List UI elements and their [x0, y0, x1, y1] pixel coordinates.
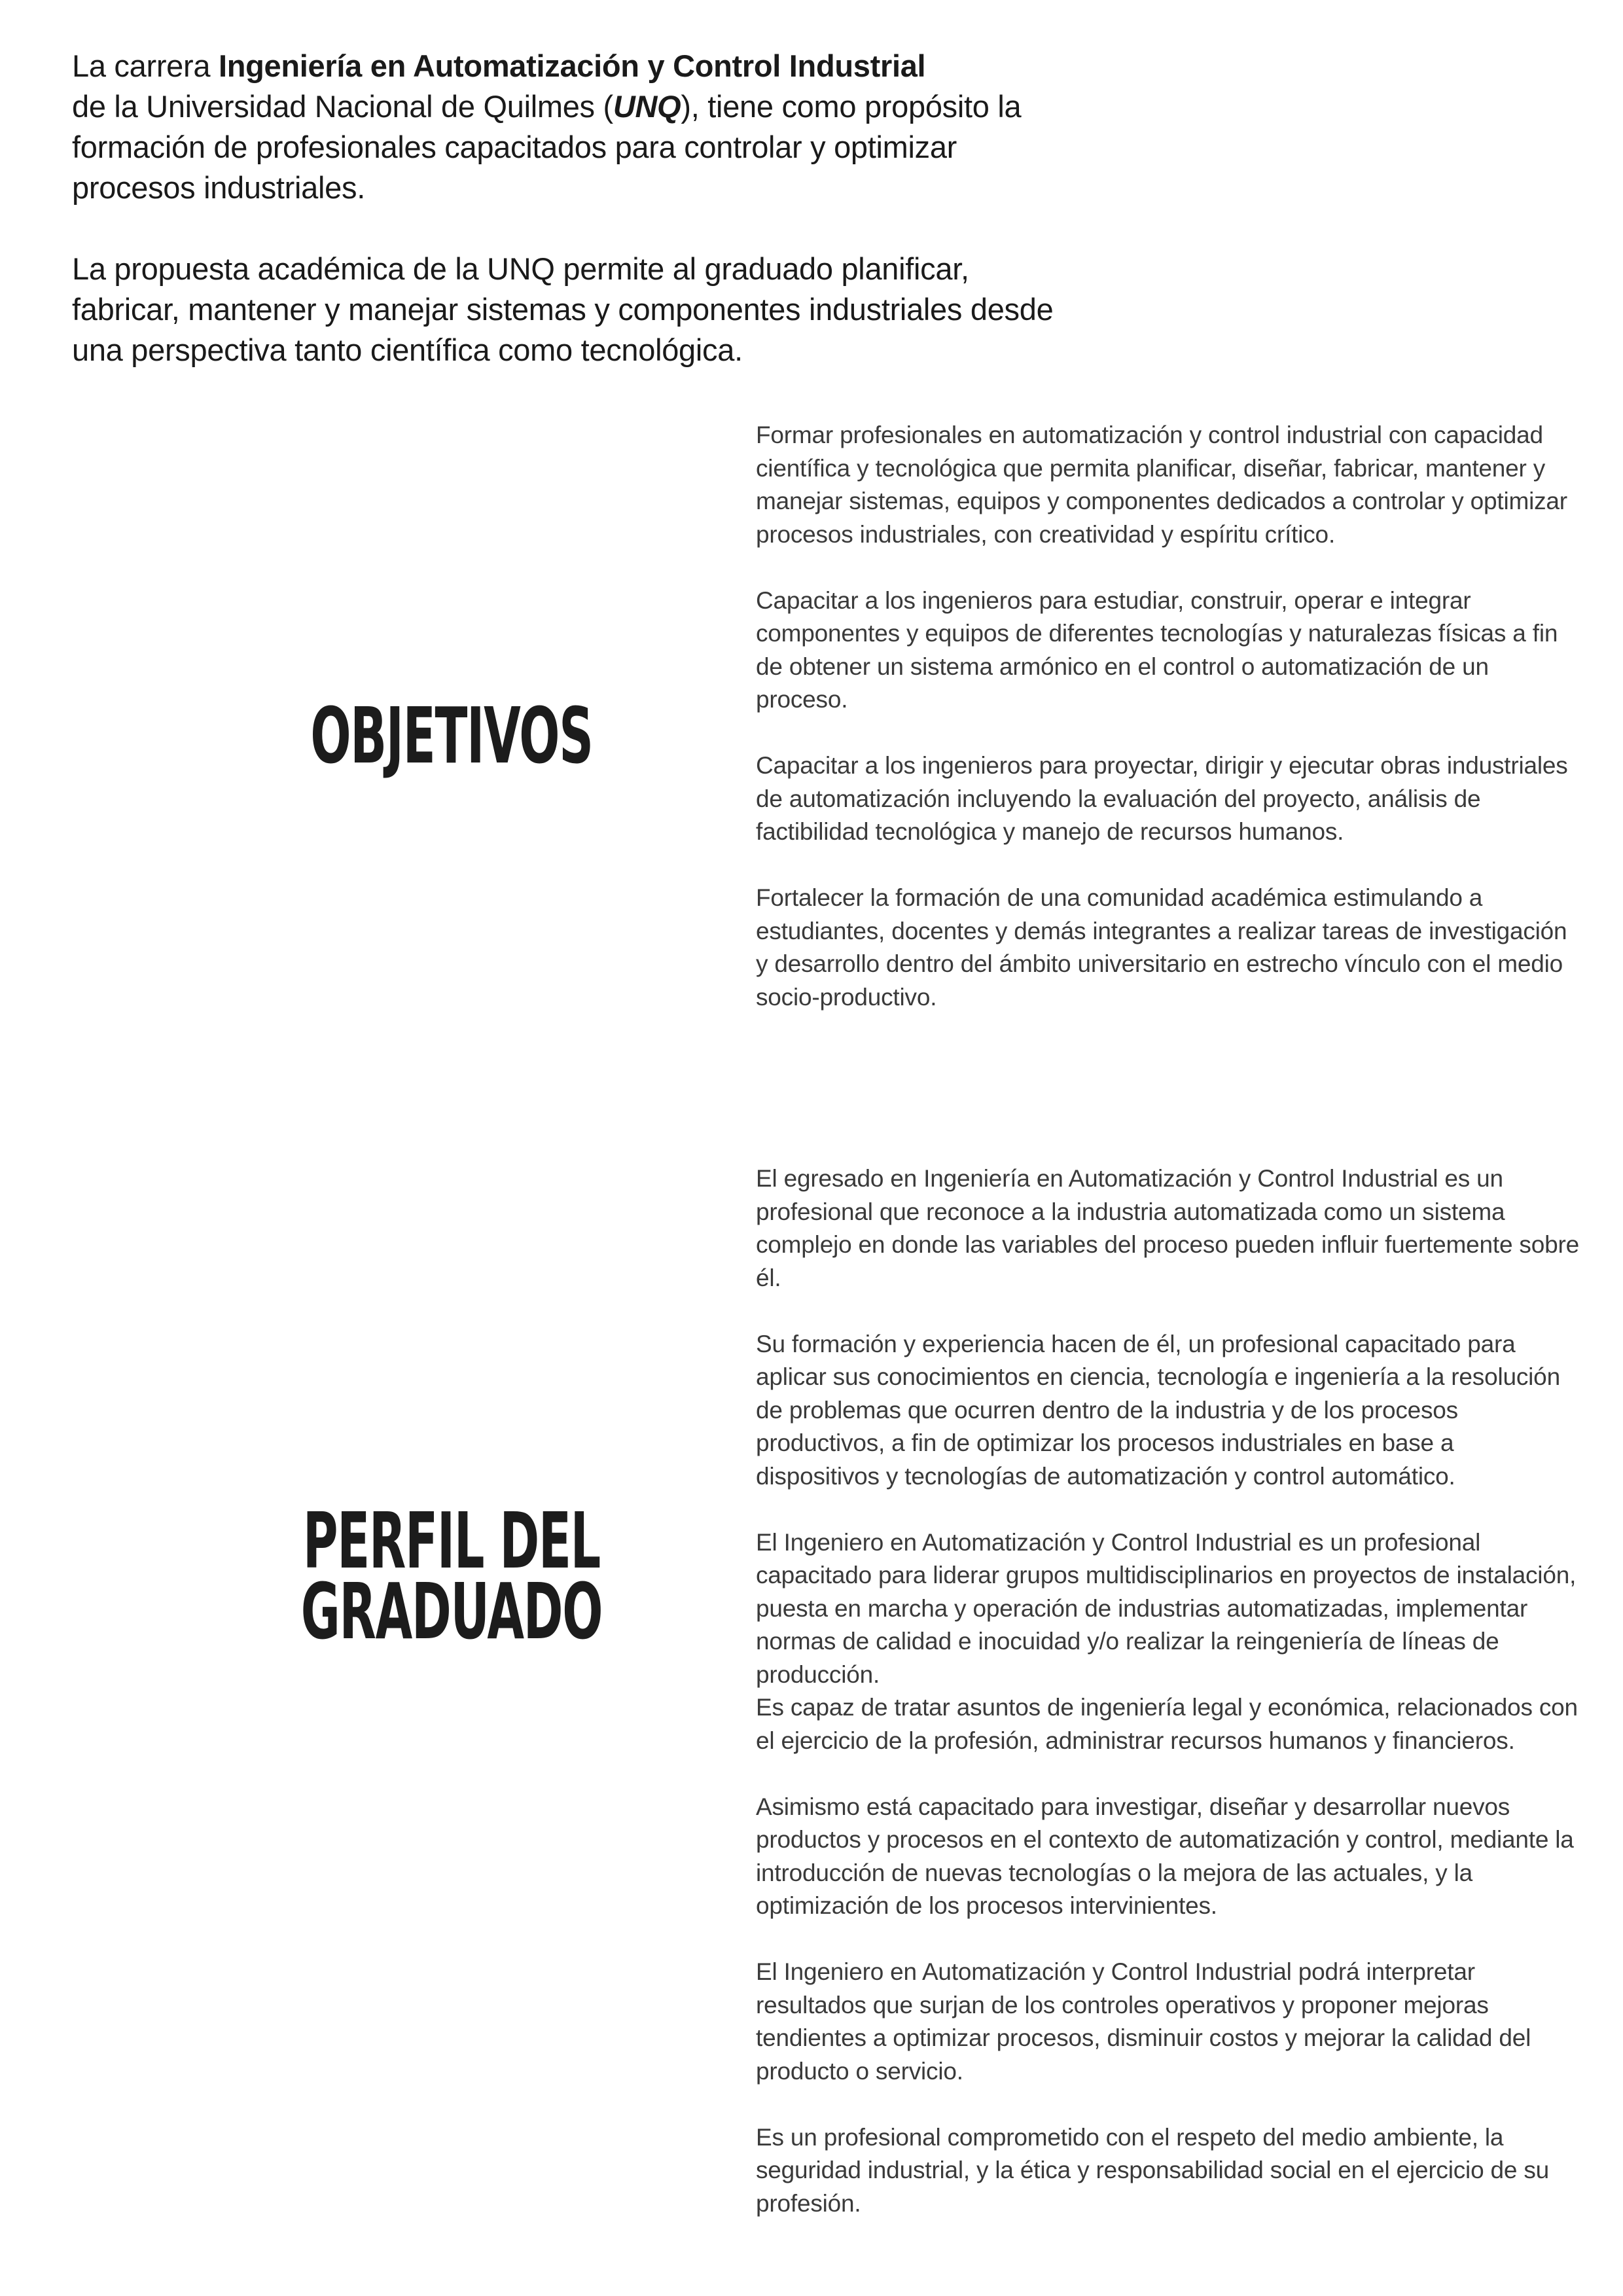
perfil-heading-line-1: PERFIL DEL	[302, 1496, 601, 1586]
perfil-paragraph: Asimismo está capacitado para investigar, diseñar y desarrollar nuevos productos y procesos en el contexto de automatización y control, mediante la introducción de nuevas tecnologías o la mejora de las actuales, y la optimización de los procesos intervinientes.	[756, 1793, 1574, 1919]
intro-text-a: La carrera	[72, 48, 219, 83]
intro-text-c: de la Universidad Nacional de Quilmes (	[72, 89, 613, 124]
intro-paragraph-1	[72, 46, 1054, 208]
university-acronym: UNQ	[613, 89, 681, 124]
perfil-heading-line-2: GRADUADO	[300, 1566, 603, 1657]
objetivo-paragraph: Formar profesionales en automatización y control industrial con capacidad científica y tecnológica que permita planificar, diseñar, fabricar, mantener y manejar sistemas, equipos y componentes dedicados a controlar y optimizar procesos industriales, con creatividad y espíritu crítico.	[756, 422, 1567, 548]
objetivo-paragraph: Capacitar a los ingenieros para proyectar, dirigir y ejecutar obras industriales de automatización incluyendo la evaluación del proyecto, análisis de factibilidad tecnológica y manejo de recursos humanos.	[756, 752, 1568, 845]
perfil-paragraph	[756, 1526, 1584, 1758]
intro-paragraph-2: La propuesta académica de la UNQ permite al graduado planificar, fabricar, mantener y manejar sistemas y componentes industriales desde una perspectiva tanto científica como tecnológica.	[72, 251, 1054, 367]
objetivo-paragraph: Capacitar a los ingenieros para estudiar, construir, operar e integrar componentes y equipos de diferentes tecnologías y naturalezas físicas a fin de obtener un sistema armónico en el control o automatización de un proceso.	[756, 586, 1558, 713]
perfil-paragraph-part: El Ingeniero en Automatización y Control Industrial es un profesional capacitado para liderar grupos multidisciplinarios en proyectos de instalación, puesta en marcha y operación de industrias automatizadas, implementar normas de calidad e inocuidad y/o realizar la reingeniería de líneas de producción.	[756, 1528, 1577, 1688]
perfil-paragraph: El Ingeniero en Automatización y Control Industrial podrá interpretar resultados que surjan de los controles operativos y proponer mejoras tendientes a optimizar procesos, disminuir costos y mejorar la calidad del producto o servicio.	[756, 1958, 1531, 2085]
perfil-paragraph-part: Es capaz de tratar asuntos de ingeniería legal y económica, relacionados con el ejercicio de la profesión, administrar recursos humanos y financieros.	[756, 1694, 1578, 1754]
objetivo-paragraph: Fortalecer la formación de una comunidad académica estimulando a estudiantes, docentes y demás integrantes a realizar tareas de investigación y desarrollo dentro del ámbito universitario en estrecho vínculo con el medio socio-productivo.	[756, 884, 1567, 1011]
objetivos-heading: OBJETIVOS	[310, 691, 593, 781]
perfil-paragraph: El egresado en Ingeniería en Automatización y Control Industrial es un profesional que reconoce a la industria automatizada como un sistema complejo en donde las variables del proceso pueden influir fuertemente sobre él.	[756, 1165, 1579, 1291]
perfil-paragraph: Su formación y experiencia hacen de él, un profesional capacitado para aplicar sus conocimientos en ciencia, tecnología e ingeniería a la resolución de problemas que ocurren dentro de la industria y de los procesos productivos, a fin de optimizar los procesos industriales en base a dispositivos y tecnologías de automatización y control automático.	[756, 1330, 1560, 1490]
intro-text-e: ), tiene como propósito la formación de profesionales capacitados para controlar y optimizar procesos industriales.	[72, 89, 1022, 205]
perfil-text	[756, 1162, 1584, 2220]
perfil-heading	[269, 1496, 634, 1657]
objetivos-text	[756, 419, 1584, 1014]
perfil-paragraph: Es un profesional comprometido con el respeto del medio ambiente, la seguridad industrial, y la ética y responsabilidad social en el ejercicio de su profesión.	[756, 2123, 1550, 2217]
intro-section	[72, 46, 1054, 370]
career-name: Ingeniería en Automatización y Control Industrial	[218, 48, 926, 83]
